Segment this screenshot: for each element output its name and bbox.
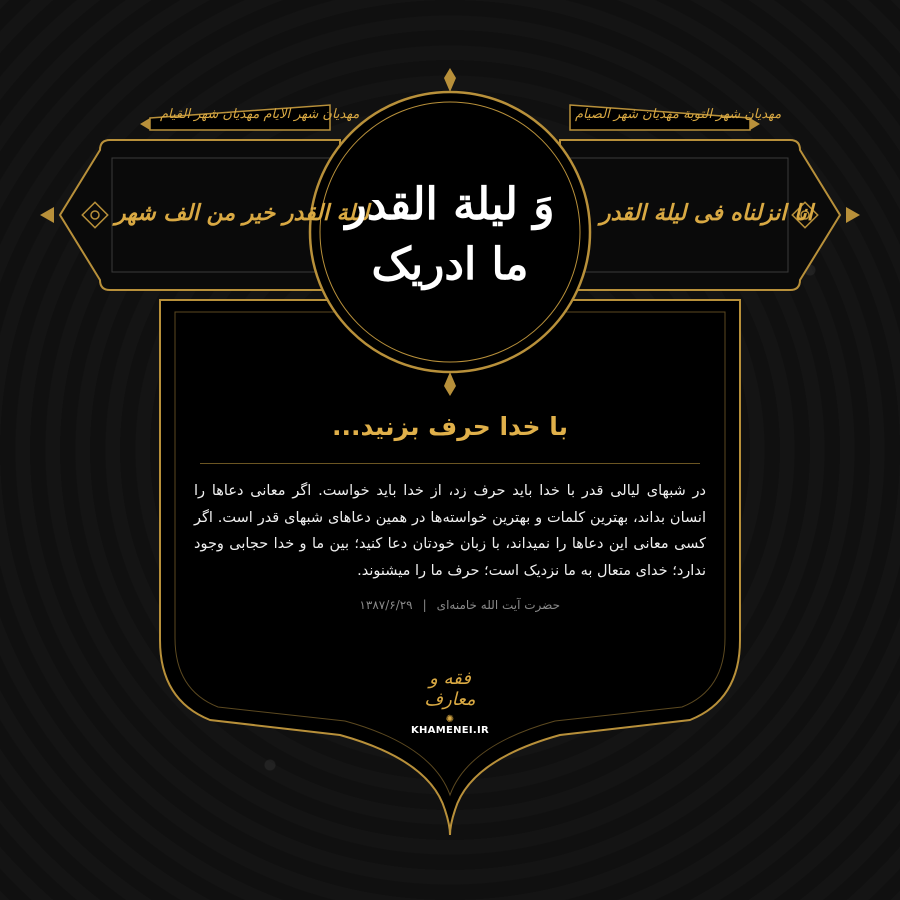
banner-right-text: انا انزلناه فی لیلة القدر [600,200,813,226]
attribution [190,598,710,612]
quote-body: در شبهای لیالی قدر با خدا باید حرف زد، از خدا باید خواست. اگر معانی دعاها را انسان بداند، بهترین کلمات و بهترین خواسته‌ها در همین دعاهای شبهای قدر است. اگر کسی معانی این دعاها را نمیداند، با زبان خودتان دعا کنید؛ بین ما و خدا حجابی وجود ندارد؛ خدای متعال به ما نزدیک است؛ حرف ما را میشنوند. [194,483,706,579]
calligraphy-line-1: وَ لیلة القدر [345,179,555,230]
logo-calligraphy: فقه و معارف [424,668,476,710]
central-calligraphy [330,115,570,355]
attribution-date: ۱۳۸۷/۶/۲۹ [359,598,413,612]
logo-emblem-icon: ✺ [445,714,455,725]
calligraphy-line-2: ما ادریک [371,239,529,290]
attribution-separator: | [422,598,427,612]
logo-brand [405,714,495,736]
quote-card [190,402,710,612]
top-ribbon-right-text: مهدیان شهر التوبة مهدیان شهر الصیام [575,107,782,122]
quote-title: با خدا حرف بزنید... [332,412,568,441]
attribution-author: حضرت آیت الله خامنه‌ای [436,598,560,612]
logo-brand-text: KHAMENEI.IR [410,725,490,736]
site-logo [405,668,495,736]
top-ribbon-left-text: مهدیان شهر الایام مهدیان شهر القیام [160,107,360,122]
title-divider [200,463,700,464]
banner-left-text: لیلة القدر خیر من الف شهر [115,200,370,226]
